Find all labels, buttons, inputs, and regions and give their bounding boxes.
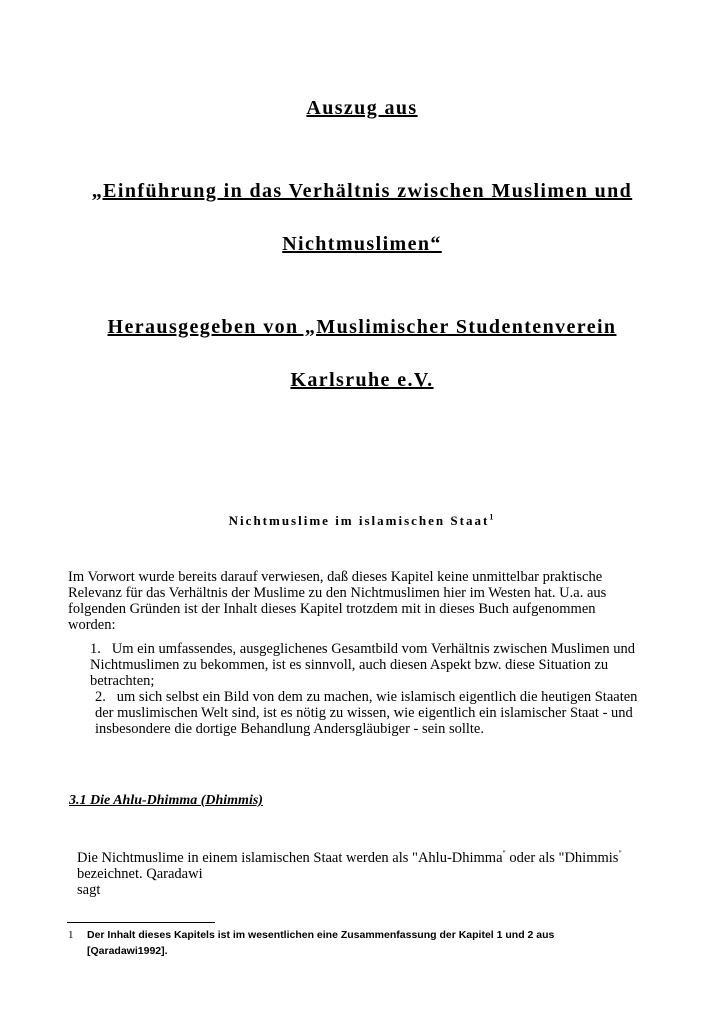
list-item-2-line-3: insbesondere die dortige Behandlung Andersgläubiger - sein sollte. xyxy=(95,721,484,737)
title-line-3: Nichtmuslimen“ xyxy=(282,233,442,255)
paragraph-quote-mark-1: " xyxy=(502,849,506,859)
title-line-2: „Einführung in das Verhältnis zwischen Muslimen und xyxy=(91,180,633,202)
paragraph-part-1: Die Nichtmuslime in einem islamischen Staat werden als "Ahlu-Dhimma xyxy=(77,850,503,866)
list-item-1-line-1 xyxy=(90,641,635,657)
list-item-2-number: 2. xyxy=(95,689,106,705)
footnote-line-1: Der Inhalt dieses Kapitels ist im wesentlichen eine Zusammenfassung der Kapitel 1 und 2 aus xyxy=(87,929,555,941)
title-line-5: Karlsruhe e.V. xyxy=(290,369,434,391)
title-line-4: Herausgegeben von „Muslimischer Studentenverein xyxy=(107,316,617,338)
section-heading-text: Nichtmuslime im islamischen Staat xyxy=(228,513,490,528)
list-item-2-text: um sich selbst ein Bild von dem zu machen, wie islamisch eigentlich die heutigen Staaten xyxy=(116,689,638,705)
footnote-separator xyxy=(67,922,215,923)
intro-line-4: worden: xyxy=(68,617,116,633)
list-item-1-line-3: betrachten; xyxy=(90,673,155,689)
paragraph-part-2: oder als "Dhimmis xyxy=(505,850,619,866)
paragraph-line-3: sagt xyxy=(77,882,101,898)
paragraph-line-2: bezeichnet. Qaradawi xyxy=(77,866,203,882)
section-heading xyxy=(0,513,724,529)
intro-line-3: folgenden Gründen ist der Inhalt dieses Kapitel trotzdem mit in dieses Buch aufgenommen xyxy=(68,601,596,617)
list-item-2-line-1 xyxy=(95,689,637,705)
footnote-number: 1 xyxy=(68,929,74,941)
intro-line-1: Im Vorwort wurde bereits darauf verwiesen, daß dieses Kapitel keine unmittelbar praktische xyxy=(68,569,603,585)
intro-line-2: Relevanz für das Verhältnis der Muslime zu den Nichtmuslimen hier im Westen hat. U.a. aus xyxy=(68,585,607,601)
subsection-title: 3.1 Die Ahlu-Dhimma (Dhimmis) xyxy=(69,793,263,808)
list-item-1-number: 1. xyxy=(90,641,101,657)
list-item-1-text: Um ein umfassendes, ausgeglichenes Gesamtbild vom Verhältnis zwischen Muslimen und xyxy=(111,641,635,657)
list-item-1-line-2: Nichtmuslimen zu bekommen, ist es sinnvoll, auch diesen Aspekt bzw. diese Situation zu xyxy=(90,657,609,673)
paragraph-line-1 xyxy=(77,850,622,866)
footnote-line-2: [Qaradawi1992]. xyxy=(87,945,168,957)
paragraph-quote-mark-2: " xyxy=(618,849,622,859)
footnote-reference[interactable]: 1 xyxy=(489,512,496,522)
title-line-1: Auszug aus xyxy=(306,97,418,119)
list-item-2-line-2: der muslimischen Welt sind, ist es nötig zu wissen, wie eigentlich ein islamischer Staat - und xyxy=(95,705,633,721)
